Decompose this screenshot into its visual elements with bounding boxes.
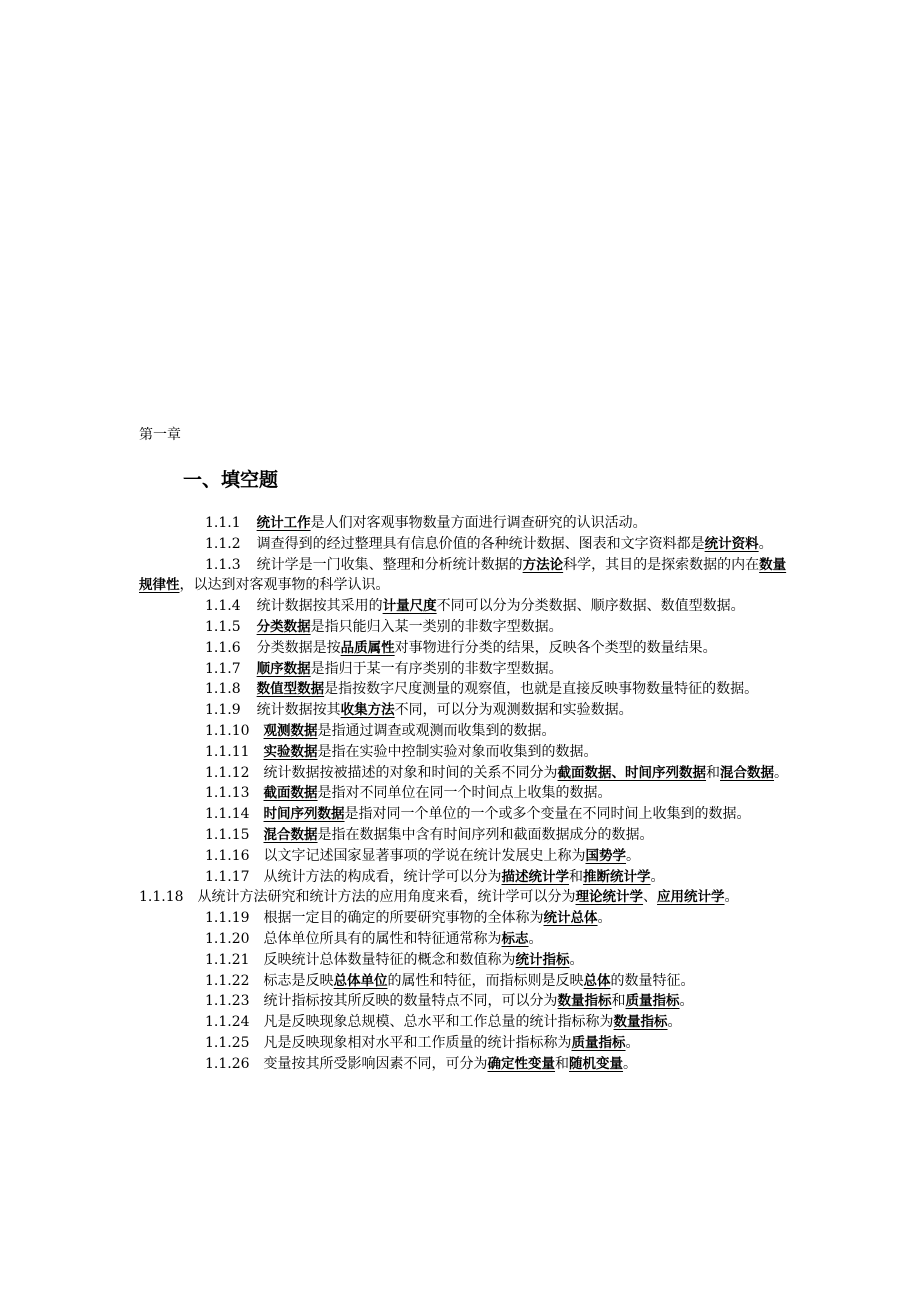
item-text: 。 <box>650 868 665 885</box>
item-text: 不同，可以分为观测数据和实验数据。 <box>394 702 633 719</box>
fill-blank-item <box>139 617 799 638</box>
item-text: 反映统计总体数量特征的概念和数值称为 <box>263 951 516 968</box>
answer-blank: 统计工作 <box>256 515 311 531</box>
fill-blank-item <box>139 659 799 680</box>
answer-blank: 质量指标 <box>571 1034 626 1051</box>
answer-blank: 数量指标 <box>557 993 612 1010</box>
item-text: 根据一定目的确定的所要研究事物的全体称为 <box>263 910 544 927</box>
answer-blank: 标志 <box>501 930 529 947</box>
answer-blank: 推断统计学 <box>583 868 651 885</box>
fill-blank-item <box>139 534 799 555</box>
item-number: 1.1.6 <box>205 639 241 656</box>
item-text: 从统计方法的构成看，统计学可以分为 <box>263 868 502 885</box>
item-text: 是指通过调查或观测而收集到的数据。 <box>317 722 556 739</box>
item-number: 1.1.21 <box>205 951 250 968</box>
answer-blank: 描述统计学 <box>501 868 570 885</box>
item-number: 1.1.7 <box>205 660 241 677</box>
item-number: 1.1.2 <box>205 535 241 552</box>
item-text: 不同可以分为分类数据、顺序数据、数值型数据。 <box>436 598 745 615</box>
fill-blank-item <box>139 867 799 888</box>
item-number: 1.1.15 <box>205 826 250 843</box>
fill-blank-item <box>139 513 799 534</box>
answer-blank: 应用统计学 <box>657 889 725 906</box>
item-text: 是指在实验中控制实验对象而收集到的数据。 <box>317 743 598 760</box>
item-text: 、 <box>643 889 658 906</box>
item-text: 和 <box>555 1055 570 1072</box>
item-text: 分类数据是按 <box>256 639 341 656</box>
answer-blank: 总体单位 <box>333 972 388 989</box>
fill-blank-item <box>139 804 799 825</box>
fill-blank-item <box>139 596 799 617</box>
item-text: 是指在数据集中含有时间序列和截面数据成分的数据。 <box>317 826 654 843</box>
section-heading: 一、填空题 <box>183 469 279 491</box>
item-text: 和 <box>611 993 626 1010</box>
fill-blank-item <box>139 763 799 784</box>
item-text: 对事物进行分类的结果，反映各个类型的数量结果。 <box>394 639 717 656</box>
item-text: 统计指标按其所反映的数量特点不同，可以分为 <box>263 993 558 1010</box>
item-number: 1.1.1 <box>205 515 241 531</box>
item-number: 1.1.22 <box>205 972 250 989</box>
answer-blank: 方法论 <box>522 556 564 573</box>
item-number: 1.1.24 <box>205 1014 250 1031</box>
question-list <box>139 513 799 1075</box>
item-number: 1.1.13 <box>205 785 250 802</box>
answer-blank: 确定性变量 <box>487 1055 556 1072</box>
fill-blank-item <box>139 971 799 992</box>
answer-blank: 数量规律性 <box>139 556 787 594</box>
fill-blank-item <box>139 825 799 846</box>
item-text: 。 <box>774 764 789 781</box>
answer-blank: 数值型数据 <box>256 681 325 698</box>
item-text: 以文字记述国家显著事项的学说在统计发展史上称为 <box>263 847 586 864</box>
fill-blank-item <box>139 638 799 659</box>
answer-blank: 时间序列数据 <box>263 806 345 823</box>
fill-blank-item <box>139 1012 799 1033</box>
item-number: 1.1.16 <box>205 847 250 864</box>
fill-blank-item <box>139 887 799 908</box>
item-number: 1.1.20 <box>205 930 250 947</box>
answer-blank: 总体 <box>583 972 611 989</box>
answer-blank: 分类数据 <box>256 618 311 635</box>
item-number: 1.1.5 <box>205 618 241 635</box>
item-text: 和 <box>706 764 721 781</box>
item-text: 。 <box>528 930 543 947</box>
item-text: 统计学是一门收集、整理和分析统计数据的 <box>256 556 523 573</box>
fill-blank-item <box>139 846 799 867</box>
answer-blank: 统计资料 <box>704 535 759 552</box>
item-text: 凡是反映现象总规模、总水平和工作总量的统计指标称为 <box>263 1014 614 1031</box>
item-number: 1.1.23 <box>205 993 250 1010</box>
item-text: 。 <box>597 910 612 927</box>
item-text: 的属性和特征，而指标则是反映 <box>387 972 584 989</box>
item-text: 是指归于某一有序类别的非数字型数据。 <box>310 660 563 677</box>
item-text: 统计数据按被描述的对象和时间的关系不同分为 <box>263 764 558 781</box>
answer-blank: 统计指标 <box>515 951 570 968</box>
item-text: 是人们对客观事物数量方面进行调查研究的认识活动。 <box>310 515 647 531</box>
item-text: 和 <box>569 868 584 885</box>
item-number: 1.1.10 <box>205 722 250 739</box>
item-number: 1.1.26 <box>205 1055 250 1072</box>
item-number: 1.1.11 <box>205 743 250 760</box>
item-text: 。 <box>667 1014 682 1031</box>
item-text: 。 <box>758 535 773 552</box>
answer-blank: 收集方法 <box>340 702 395 719</box>
item-text: 标志是反映 <box>263 972 334 989</box>
item-text: ，以达到对客观事物的科学认识。 <box>179 577 390 594</box>
fill-blank-item <box>139 700 799 721</box>
fill-blank-item <box>139 783 799 804</box>
fill-blank-item <box>139 950 799 971</box>
fill-blank-item <box>139 1033 799 1054</box>
item-text: 是指对不同单位在同一个时间点上收集的数据。 <box>317 785 612 802</box>
answer-blank: 质量指标 <box>625 993 680 1010</box>
answer-blank: 品质属性 <box>340 639 395 656</box>
item-number: 1.1.12 <box>205 764 250 781</box>
fill-blank-item <box>139 908 799 929</box>
fill-blank-item <box>139 929 799 950</box>
answer-blank: 实验数据 <box>263 743 318 760</box>
item-text: 。 <box>625 1034 640 1051</box>
answer-blank: 计量尺度 <box>382 598 437 615</box>
item-number: 1.1.9 <box>205 702 241 719</box>
item-text: 总体单位所具有的属性和特征通常称为 <box>263 930 502 947</box>
answer-blank: 统计总体 <box>543 910 598 927</box>
answer-blank: 截面数据、时间序列数据 <box>557 764 707 781</box>
item-number: 1.1.4 <box>205 598 241 615</box>
item-text: 从统计方法研究和统计方法的应用角度来看，统计学可以分为 <box>197 889 576 906</box>
item-text: 。 <box>626 847 641 864</box>
item-text: 变量按其所受影响因素不同，可分为 <box>263 1055 488 1072</box>
item-text: 科学，其目的是探索数据的内在 <box>563 556 760 573</box>
item-text: 调查得到的经过整理具有信息价值的各种统计数据、图表和文字资料都是 <box>256 535 705 552</box>
item-number: 1.1.19 <box>205 910 250 927</box>
item-text: 统计数据按其采用的 <box>256 598 383 615</box>
answer-blank: 数量指标 <box>613 1014 668 1031</box>
item-text: 是指对同一个单位的一个或多个变量在不同时间上收集到的数据。 <box>344 806 751 823</box>
item-text: 是指按数字尺度测量的观察值，也就是直接反映事物数量特征的数据。 <box>324 681 759 698</box>
item-text: 。 <box>623 1055 638 1072</box>
item-text: 。 <box>724 889 739 906</box>
answer-blank: 顺序数据 <box>256 660 311 677</box>
chapter-label: 第一章 <box>139 427 181 443</box>
item-number: 1.1.17 <box>205 868 250 885</box>
fill-blank-item <box>139 555 799 597</box>
fill-blank-item <box>139 991 799 1012</box>
answer-blank: 国势学 <box>585 847 627 864</box>
item-text: 的数量特征。 <box>610 972 695 989</box>
answer-blank: 混合数据 <box>263 826 318 843</box>
answer-blank: 截面数据 <box>263 785 318 802</box>
answer-blank: 混合数据 <box>720 764 775 781</box>
item-number: 1.1.8 <box>205 681 241 698</box>
fill-blank-item <box>139 721 799 742</box>
item-text: 是指只能归入某一类别的非数字型数据。 <box>310 618 563 635</box>
item-number: 1.1.14 <box>205 806 250 823</box>
item-number: 1.1.18 <box>139 889 184 906</box>
item-text: 统计数据按其 <box>256 702 341 719</box>
item-text: 。 <box>569 951 584 968</box>
fill-blank-item <box>139 1054 799 1075</box>
item-number: 1.1.25 <box>205 1034 250 1051</box>
item-text: 。 <box>679 993 694 1010</box>
answer-blank: 理论统计学 <box>575 889 644 906</box>
item-number: 1.1.3 <box>205 556 241 573</box>
answer-blank: 随机变量 <box>569 1055 624 1072</box>
item-text: 凡是反映现象相对水平和工作质量的统计指标称为 <box>263 1034 572 1051</box>
fill-blank-item <box>139 742 799 763</box>
fill-blank-item <box>139 679 799 700</box>
answer-blank: 观测数据 <box>263 722 318 739</box>
